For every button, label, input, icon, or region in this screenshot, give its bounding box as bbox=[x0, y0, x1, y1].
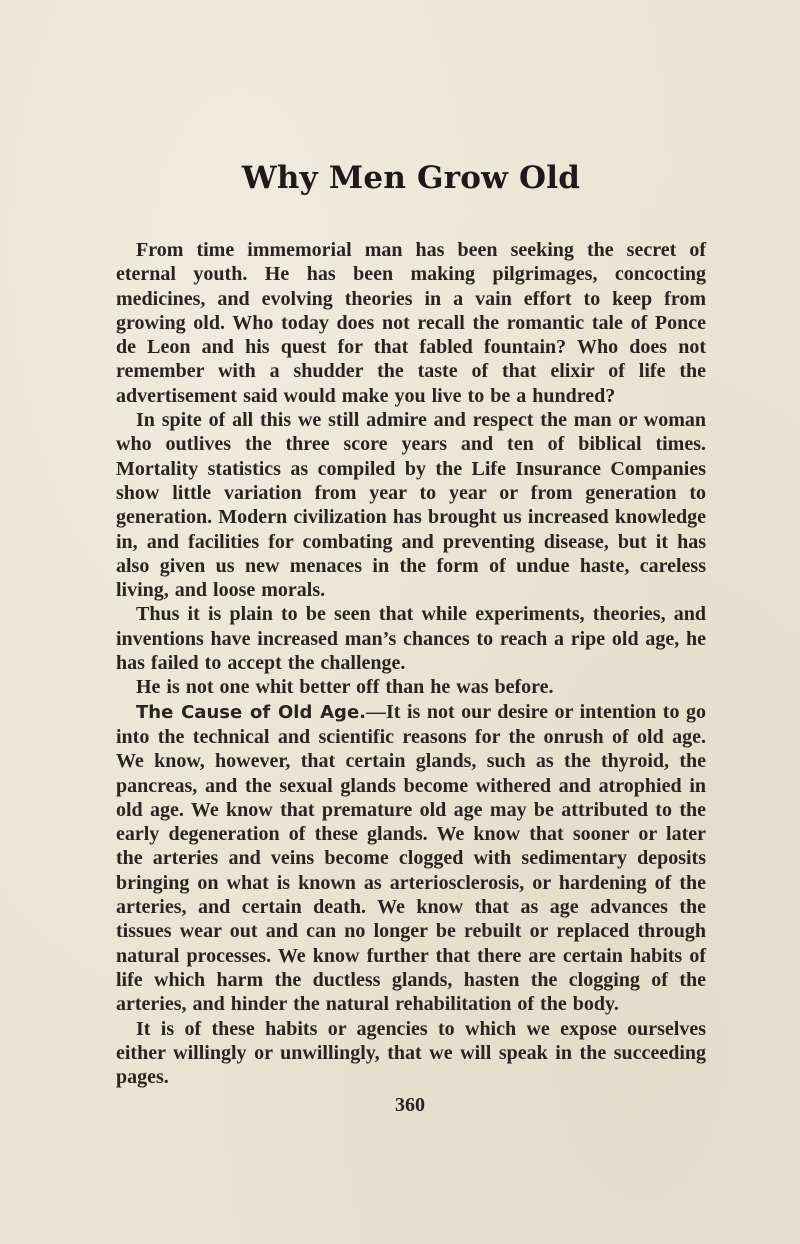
paragraph-text: In spite of all this we still admire and respect the man or woman who outlives the three score years and ten of biblical times. Mortality statistics as compiled by the Life Insurance Companies show little variation from year to year or from generation to generation. Modern civilization has brought us increased knowledge in, and facilities for combating and preventing disease, but it has also given us new menaces in the form of undue haste, careless living, and loose morals. bbox=[116, 409, 706, 602]
paragraph-text: From time immemorial man has been seeking the secret of eternal youth. He has been making pilgrimages, concocting medicines, and evolving theories in a vain effort to keep from growing old. Who today does not recall the romantic tale of Ponce de Leon and his quest for that fabled fountain? Who does not remember with a shudder the taste of that elixir of life the advertisement said would make you live to be a hundred? bbox=[116, 239, 706, 407]
paragraph-5 bbox=[116, 700, 706, 1017]
paragraph-2 bbox=[116, 408, 706, 602]
paragraph-text: Thus it is plain to be seen that while experiments, theories, and inventions have increased man’s chances to reach a ripe old age, he has failed to accept the challenge. bbox=[116, 603, 706, 675]
paragraph-6 bbox=[116, 1017, 706, 1090]
text-block bbox=[116, 158, 706, 1089]
paragraph-1 bbox=[116, 238, 706, 408]
paragraph-4 bbox=[116, 675, 706, 699]
paragraph-text: It is of these habits or agencies to which we expose ourselves either willingly or unwillingly, that we will speak in the succeeding pages. bbox=[116, 1017, 706, 1089]
paragraph-3 bbox=[116, 602, 706, 675]
page-number: 360 bbox=[395, 1094, 425, 1116]
paragraph-text: He is not one whit better off than he was before. bbox=[136, 676, 554, 699]
page-title: Why Men Grow Old bbox=[241, 160, 581, 196]
section-heading: The Cause of Old Age. bbox=[136, 701, 366, 723]
paragraph-text: —It is not our desire or intention to go into the technical and scientific reasons for the onrush of old age. We know, however, that certain glands, such as the thyroid, the pancreas, and the sexual glands become withered and atrophied in old age. We know that premature old age may be attributed to the early degeneration of these glands. We know that sooner or later the arteries and veins become clogged with sedimentary deposits bringing on what is known as arteriosclerosis, or hardening of the arteries, and certain death. We know that as age advances the tissues wear out and can no longer be rebuilt or replaced through natural processes. We know further that there are certain habits of life which harm the ductless glands, hasten the clogging of the arteries, and hinder the natural rehabilitation of the body. bbox=[116, 700, 706, 1016]
